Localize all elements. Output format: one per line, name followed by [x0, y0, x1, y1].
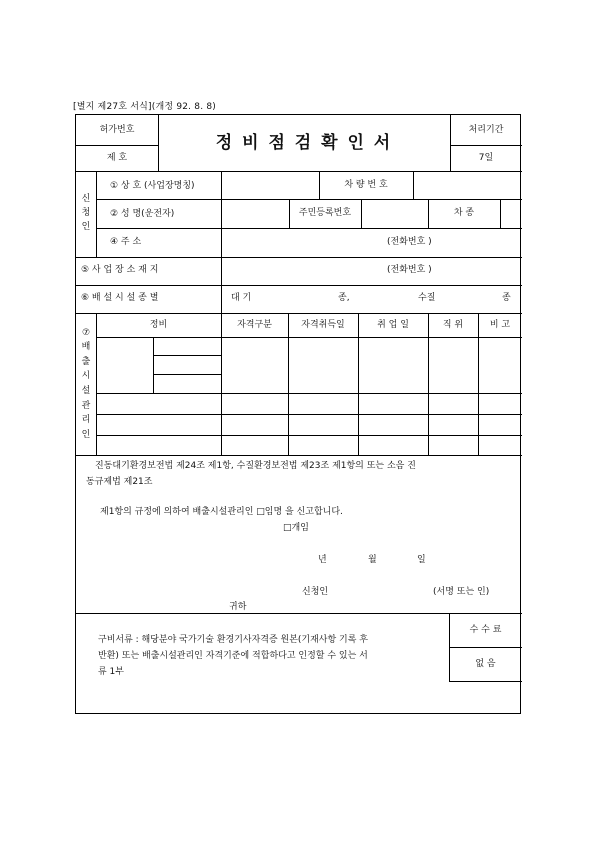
- divider: [76, 285, 522, 286]
- date-month-label: 월: [368, 555, 377, 565]
- resident-number-field[interactable]: [362, 200, 428, 228]
- divider: [153, 355, 221, 356]
- air-type-label: 대 기: [231, 293, 252, 303]
- signature-hint: (서명 또는 인): [433, 587, 490, 597]
- law-text-line1: 진동대기환경보전법 제24조 제1항, 수질환경보전법 제23조 제1항의 또는 소음 진: [95, 461, 416, 471]
- manager-group-char: 관: [81, 400, 91, 411]
- recipient-label: 귀하: [229, 602, 247, 612]
- name-field[interactable]: [222, 200, 289, 228]
- divider: [96, 435, 522, 436]
- manager-group-char: 출: [81, 356, 91, 367]
- fee-value: 없 음: [475, 658, 496, 669]
- car-type-label: 차 종: [453, 208, 475, 218]
- column-header: 정비: [149, 319, 168, 330]
- applicant-group-char: 인: [81, 221, 91, 232]
- divider: [76, 455, 522, 456]
- divider: [478, 313, 479, 455]
- required-documents-line1: 구비서류 : 해당분야 국가기술 환경기사자격증 원본(기재사항 기록 후: [98, 635, 369, 645]
- divider: [96, 393, 522, 394]
- law-text-line2: 동규제법 제21조: [86, 477, 153, 487]
- column-header: 비 고: [489, 319, 511, 330]
- divider: [450, 145, 522, 146]
- water-type-suffix: 종: [502, 293, 511, 303]
- divider: [96, 414, 522, 415]
- applicant-group-char: 신: [81, 194, 91, 205]
- form-id-note: [별지 제27호 서식](개정 92. 8. 8): [73, 102, 216, 112]
- date-day-label: 일: [417, 555, 426, 565]
- divider: [153, 374, 221, 375]
- worksite-phone-label: (전화번호 ): [387, 265, 432, 275]
- divider: [158, 115, 159, 171]
- manager-group-label: [76, 313, 96, 455]
- company-name-label: ① 상 호 (사업장명칭): [110, 181, 195, 191]
- number-label: 제 호: [106, 152, 128, 163]
- column-header: 자격구분: [237, 319, 272, 330]
- required-documents-line2: 반환) 또는 배출시설관리인 자격기준에 적합하다고 인정할 수 있는 서: [98, 651, 368, 661]
- manager-group-char: 배: [81, 342, 91, 353]
- name-label: ② 성 명(운전자): [110, 209, 175, 219]
- divider: [450, 115, 451, 171]
- divider: [96, 337, 522, 338]
- divider: [428, 313, 429, 455]
- address-phone-label: (전화번호 ): [387, 237, 432, 247]
- applicant-group-char: 청: [81, 208, 91, 219]
- replacement-option[interactable]: □개임: [283, 523, 309, 533]
- date-year-label: 년: [318, 555, 327, 565]
- permit-number-label: 허가번호: [99, 124, 135, 135]
- divider: [449, 681, 522, 682]
- vehicle-number-label: 차 량 번 호: [344, 179, 388, 190]
- inspection-confirmation-form: [75, 114, 521, 714]
- manager-group-char: 시: [81, 371, 91, 382]
- processing-period-label: 처리기간: [468, 124, 504, 135]
- air-type-suffix: 종,: [338, 293, 350, 303]
- manager-group-char: 리: [81, 415, 91, 426]
- address-label: ④ 주 소: [110, 237, 142, 247]
- worksite-location-label: ⑤ 사 업 장 소 재 지: [81, 265, 159, 275]
- divider: [76, 145, 158, 146]
- required-documents-line3: 류 1부: [98, 667, 124, 677]
- water-type-label: 수질: [418, 293, 436, 303]
- report-text: 제1항의 규정에 의하여 배출시설관리인 □임명 을 신고합니다.: [100, 507, 343, 517]
- divider: [288, 313, 289, 455]
- applicant-signature-label: 신청인: [302, 587, 329, 597]
- column-header: 취 업 일: [377, 319, 409, 330]
- address-field[interactable]: [222, 229, 521, 257]
- resident-number-label: 주민등록번호: [298, 208, 352, 218]
- worksite-location-field[interactable]: [222, 258, 521, 285]
- column-header: 자격취득일: [301, 319, 345, 330]
- page-title: 정 비 점 검 확 인 서: [215, 132, 393, 153]
- column-header: 직 위: [442, 319, 464, 330]
- processing-period-value: 7일: [478, 152, 494, 163]
- fee-label: 수 수 료: [469, 624, 502, 635]
- manager-group-char: 설: [81, 386, 91, 396]
- manager-group-char: ⑦: [81, 327, 91, 338]
- company-name-field[interactable]: [222, 172, 319, 200]
- divider: [221, 313, 222, 455]
- divider: [358, 313, 359, 455]
- divider: [96, 171, 97, 257]
- car-type-field[interactable]: [501, 200, 521, 228]
- applicant-group-label: [76, 171, 96, 257]
- vehicle-number-field[interactable]: [414, 172, 521, 199]
- divider: [153, 337, 154, 393]
- manager-group-char: 인: [81, 429, 91, 440]
- facility-type-label: ⑥ 배 설 시 설 종 별: [81, 293, 159, 303]
